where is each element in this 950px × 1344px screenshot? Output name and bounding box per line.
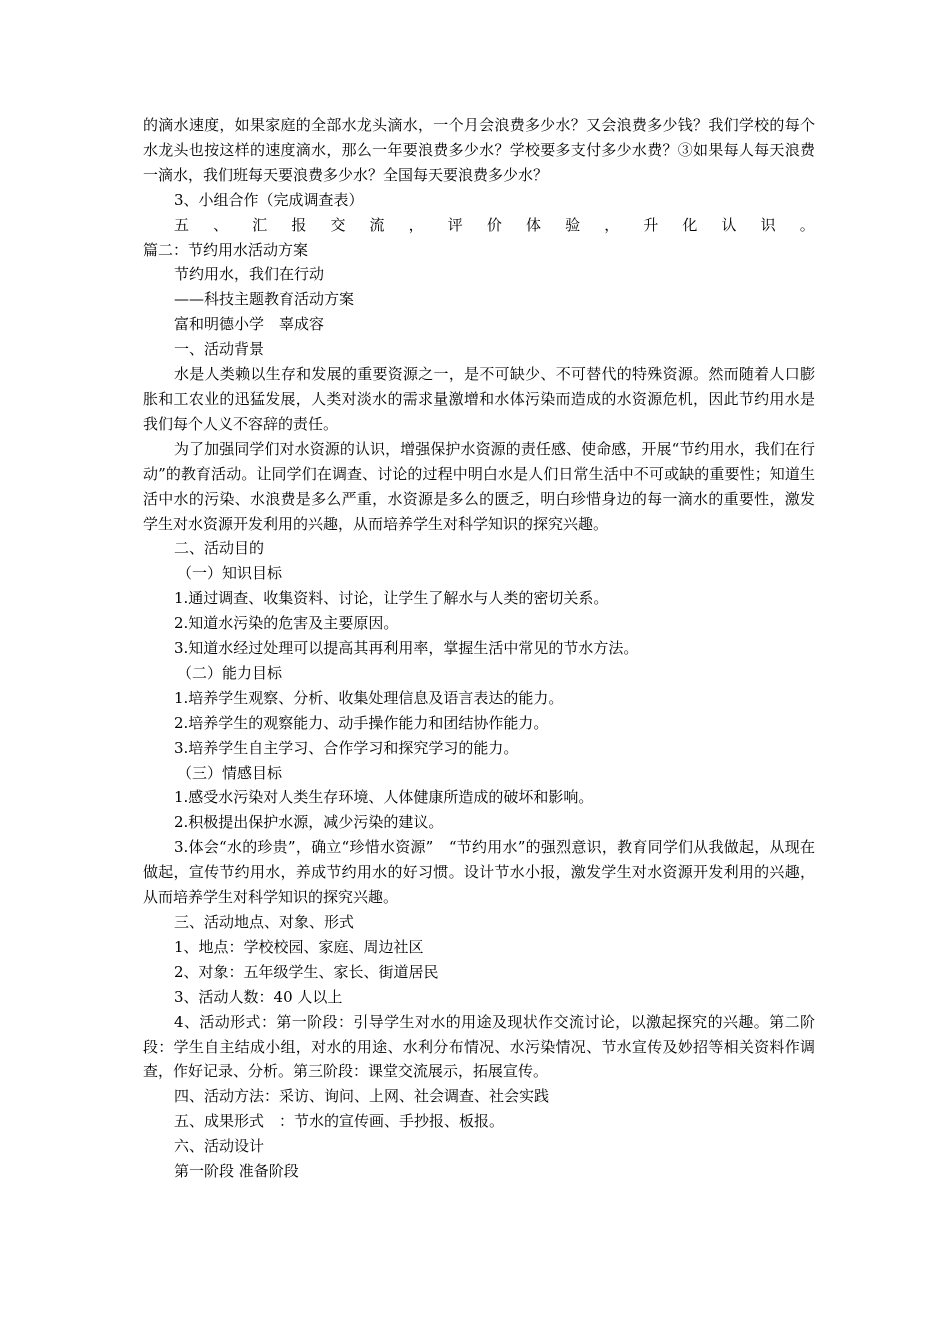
report-exchange-char: 五 xyxy=(174,215,190,234)
list-item-participants: 3、活动人数：40 人以上 xyxy=(174,987,343,1006)
heading-result-form: 五、成果形式 ：节水的宣传画、手抄报、板报。 xyxy=(174,1112,505,1131)
paragraph-background-2: 为了加强同学们对水资源的认识，增强保护水资源的责任感、使命感，开展“节约用水，我们在行动”的教育活动。让同学们在调查、讨论的过程中明白水是人们日常生活中不可或缺的重要性；知道生活中水的污染、水浪费是多么严重，水资源是多么的匮乏，明白珍惜身边的每一滴水的重要性，激发学生对水资源开发利用的兴趣，从而培养学生对科学知识的探究兴趣。 xyxy=(143,439,815,533)
paragraph-group-cooperation: 3、小组合作（完成调查表） xyxy=(174,190,364,209)
document-subtitle: ——科技主题教育活动方案 xyxy=(174,290,355,309)
list-item-emotion-1: 1.感受水污染对人类生存环境、人体健康所造成的破坏和影响。 xyxy=(174,788,594,807)
list-item-knowledge-2: 2.知道水污染的危害及主要原因。 xyxy=(174,614,399,633)
heading-activity-background: 一、活动背景 xyxy=(174,340,265,359)
paragraph-water-drip-questions: 的滴水速度，如果家庭的全部水龙头滴水，一个月会浪费多少水？又会浪费多少钱？我们学校的每个水龙头也按这样的速度滴水，那么一年要浪费多少水？学校要多支付多少水费？③如果每人每天浪费一滴水，我们班每天要浪费多少水？全国每天要浪费多少水？ xyxy=(143,116,815,184)
report-exchange-char: 报 xyxy=(291,215,307,234)
heading-phase-one: 第一阶段 准备阶段 xyxy=(174,1162,299,1181)
report-exchange-char: 交 xyxy=(330,215,346,234)
list-item-knowledge-3: 3.知道水经过处理可以提高其再利用率，掌握生活中常见的节水方法。 xyxy=(174,639,639,658)
list-item-ability-3: 3.培养学生自主学习、合作学习和探究学习的能力。 xyxy=(174,738,519,757)
paragraph-background-1: 水是人类赖以生存和发展的重要资源之一，是不可缺少、不可替代的特殊资源。然而随着人口膨胀和工农业的迅猛发展，人类对淡水的需求量激增和水体污染而造成的水资源危机，因此节约用水是我们每个人义不容辞的责任。 xyxy=(143,365,815,433)
report-exchange-char: 汇 xyxy=(252,215,268,234)
heading-activity-design: 六、活动设计 xyxy=(174,1137,265,1156)
report-exchange-char: ， xyxy=(408,215,424,234)
document-page xyxy=(143,113,815,1184)
subheading-emotion-goals: （三）情感目标 xyxy=(177,763,283,782)
report-exchange-char: 、 xyxy=(213,215,229,234)
report-exchange-char: 升 xyxy=(643,215,659,234)
list-item-target: 2、对象：五年级学生、家长、街道居民 xyxy=(174,962,439,981)
report-exchange-char: 。 xyxy=(799,215,815,234)
list-item-emotion-3: 3.体会“水的珍贵”，确立“珍惜水资源” “节约用水”的强烈意识，教育同学们从我做起，从现在做起，宣传节约用水，养成节约用水的好习惯。设计节水小报，激发学生对水资源开发利用的兴趣，从而培养学生对科学知识的探究兴趣。 xyxy=(143,838,815,907)
report-exchange-char: 认 xyxy=(721,215,737,234)
section-heading-part-two: 篇二：节约用水活动方案 xyxy=(143,240,309,259)
report-exchange-char: 识 xyxy=(760,215,776,234)
paragraph-report-exchange xyxy=(143,213,815,238)
list-item-location: 1、地点：学校校园、家庭、周边社区 xyxy=(174,937,424,956)
list-item-emotion-2: 2.积极提出保护水源，减少污染的建议。 xyxy=(174,813,444,832)
report-exchange-char: 价 xyxy=(486,215,502,234)
report-exchange-char: 体 xyxy=(525,215,541,234)
heading-activity-purpose: 二、活动目的 xyxy=(174,539,265,558)
report-exchange-char: 验 xyxy=(565,215,581,234)
report-exchange-char: ， xyxy=(604,215,620,234)
report-exchange-char: 流 xyxy=(369,215,385,234)
list-item-knowledge-1: 1.通过调查、收集资料、讨论，让学生了解水与人类的密切关系。 xyxy=(174,589,609,608)
report-exchange-char: 化 xyxy=(682,215,698,234)
subheading-knowledge-goals: （一）知识目标 xyxy=(177,564,283,583)
report-exchange-char: 评 xyxy=(447,215,463,234)
list-item-activity-form: 4、活动形式：第一阶段：引导学生对水的用途及现状作交流讨论，以激起探究的兴趣。第二阶段：学生自主结成小组，对水的用途、水利分布情况、水污染情况、节水宣传及妙招等相关资料作调查，作好记录、分析。第三阶段：课堂交流展示，拓展宣传。 xyxy=(143,1012,815,1081)
subheading-ability-goals: （二）能力目标 xyxy=(177,663,283,682)
document-title: 节约用水，我们在行动 xyxy=(174,265,325,284)
heading-location-target-form: 三、活动地点、对象、形式 xyxy=(174,913,355,931)
document-author: 富和明德小学 辜成容 xyxy=(174,315,325,334)
heading-activity-methods: 四、活动方法：采访、询问、上网、社会调查、社会实践 xyxy=(174,1087,550,1106)
list-item-ability-1: 1.培养学生观察、分析、收集处理信息及语言表达的能力。 xyxy=(174,688,564,707)
list-item-ability-2: 2.培养学生的观察能力、动手操作能力和团结协作能力。 xyxy=(174,713,549,732)
